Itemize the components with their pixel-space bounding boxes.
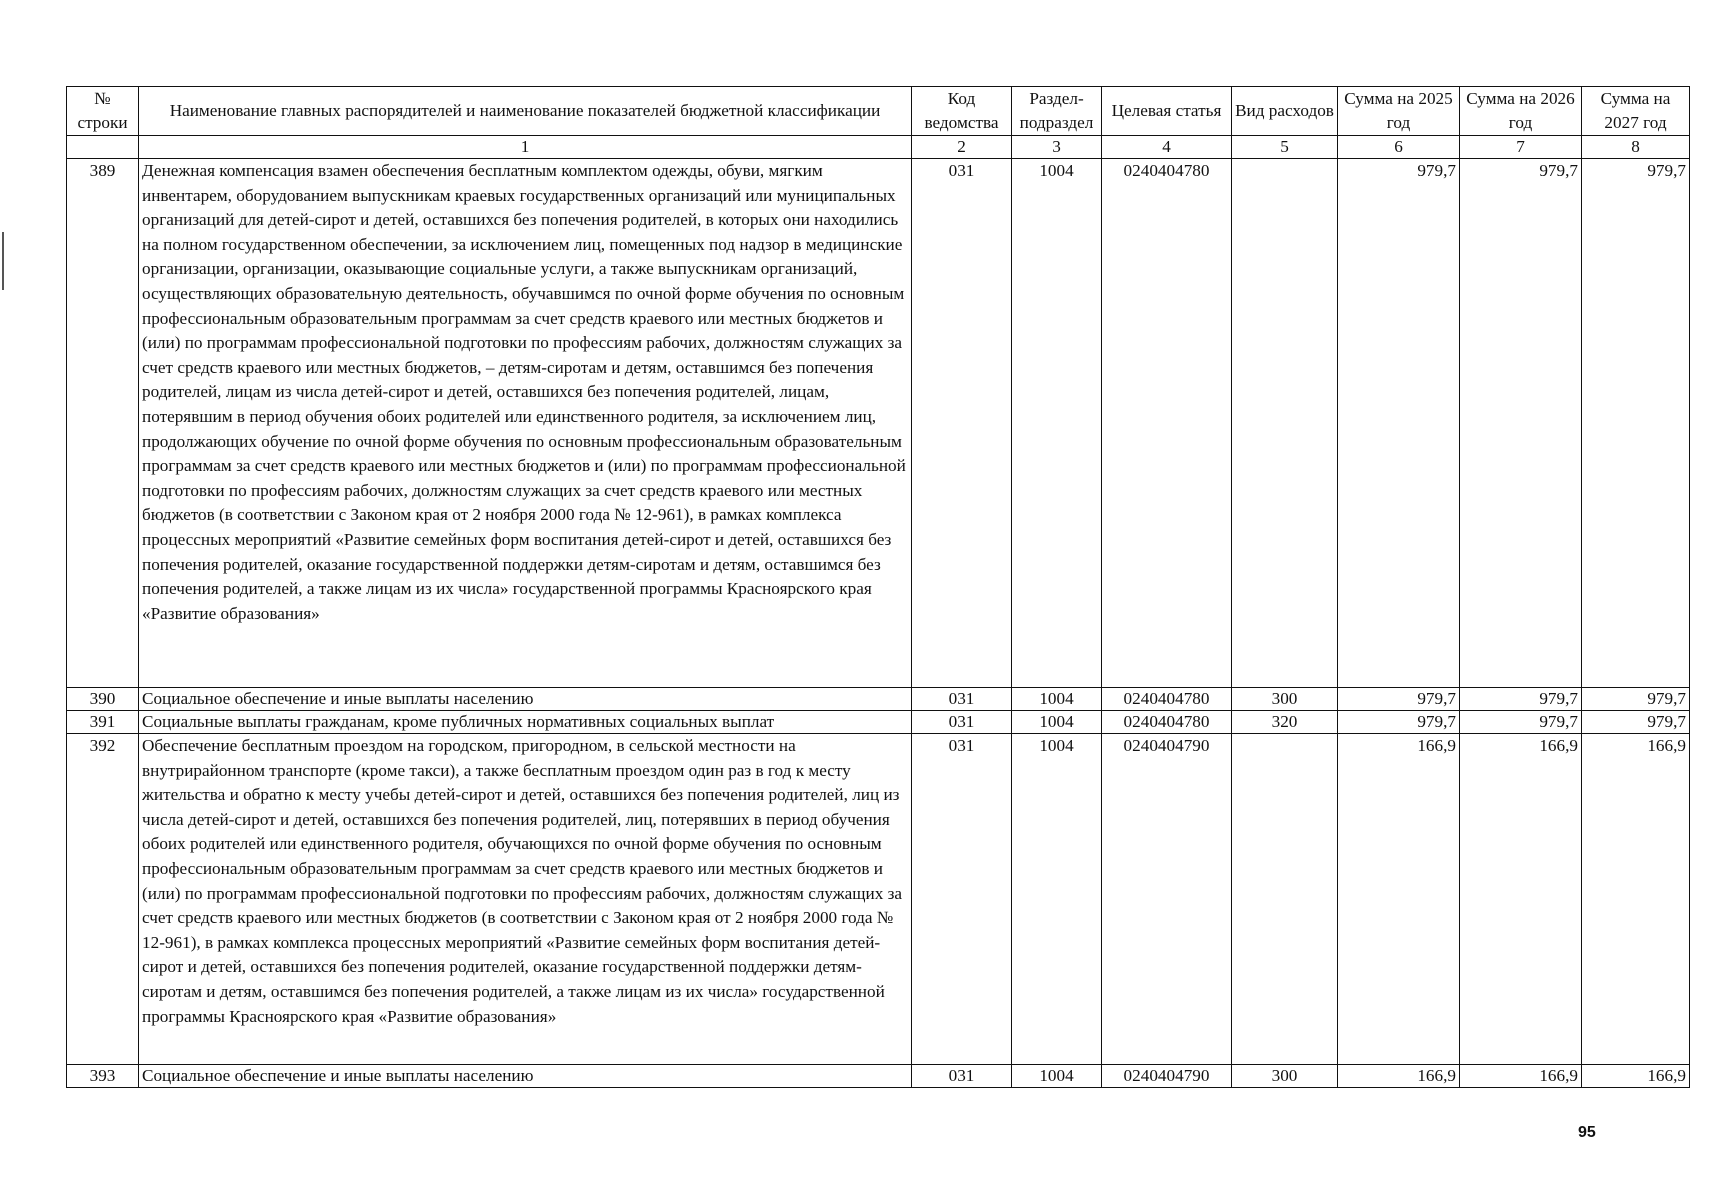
row-dept-code: 031 [912, 711, 1012, 734]
table-row [67, 734, 1690, 1065]
row-dept-code: 031 [912, 1065, 1012, 1088]
row-target: 0240404780 [1102, 159, 1232, 688]
row-sum-2027: 166,9 [1582, 1065, 1690, 1088]
header-section: Раздел-подраздел [1012, 87, 1102, 136]
row-sum-2027: 979,7 [1582, 711, 1690, 734]
row-sum-2025: 979,7 [1338, 688, 1460, 711]
header-expense-type: Вид расходов [1232, 87, 1338, 136]
row-number: 391 [67, 711, 139, 734]
row-sum-2026: 979,7 [1460, 688, 1582, 711]
row-sum-2027: 979,7 [1582, 159, 1690, 688]
row-number: 392 [67, 734, 139, 1065]
table-row [67, 711, 1690, 734]
row-sum-2026: 166,9 [1460, 1065, 1582, 1088]
row-name: Обеспечение бесплатным проездом на городском, пригородном, в сельской местности на внутрирайонном транспорте (кроме такси), а также бесплатным проездом один раз в год к месту жительства и обратно к месту учебы детей-сирот и детей, оставшихся без попечения родителей, лиц из числа детей-сирот и детей, оставшихся без попечения родителей, лиц, потерявших в период обучения обоих родителей или единственного родителя, обучающихся по очной форме обучения по основным профессиональным образовательным программам за счет средств краевого или местных бюджетов и (или) по программам профессиональной подготовки по профессиям рабочих, должностям служащих за счет средств краевого или местных бюджетов (в соответствии с Законом края от 2 ноября 2000 года № 12-961), в рамках комплекса процессных мероприятий «Развитие семейных форм воспитания детей-сирот и детей, оставшихся без попечения родителей, оказание государственной поддержки детям-сиротам и детям, оставшимся без попечения родителей, а также лицам из их числа» государственной программы Красноярского края «Развитие образования» [139, 734, 912, 1065]
column-number: 3 [1012, 136, 1102, 159]
row-section: 1004 [1012, 734, 1102, 1065]
header-row-no: № строки [67, 87, 139, 136]
row-sum-2026: 166,9 [1460, 734, 1582, 1065]
budget-table [66, 86, 1690, 1088]
header-dept-code: Код ведомства [912, 87, 1012, 136]
row-number: 390 [67, 688, 139, 711]
header-target: Целевая статья [1102, 87, 1232, 136]
column-number: 5 [1232, 136, 1338, 159]
table-row [67, 1065, 1690, 1088]
row-sum-2026: 979,7 [1460, 159, 1582, 688]
row-target: 0240404780 [1102, 688, 1232, 711]
row-target: 0240404790 [1102, 734, 1232, 1065]
row-section: 1004 [1012, 711, 1102, 734]
column-number: 6 [1338, 136, 1460, 159]
column-number-row [67, 136, 1690, 159]
row-number: 393 [67, 1065, 139, 1088]
header-sum-2025: Сумма на 2025 год [1338, 87, 1460, 136]
column-number: 1 [139, 136, 912, 159]
row-sum-2025: 979,7 [1338, 159, 1460, 688]
row-dept-code: 031 [912, 688, 1012, 711]
row-name: Социальное обеспечение и иные выплаты населению [139, 1065, 912, 1088]
header-name: Наименование главных распорядителей и наименование показателей бюджетной классификации [139, 87, 912, 136]
column-number: 4 [1102, 136, 1232, 159]
row-expense-type [1232, 734, 1338, 1065]
page-number: 95 [1578, 1124, 1596, 1141]
row-dept-code: 031 [912, 734, 1012, 1065]
row-target: 0240404790 [1102, 1065, 1232, 1088]
row-number: 389 [67, 159, 139, 688]
row-sum-2026: 979,7 [1460, 711, 1582, 734]
row-sum-2025: 166,9 [1338, 1065, 1460, 1088]
row-name: Денежная компенсация взамен обеспечения бесплатным комплектом одежды, обуви, мягким инвентарем, оборудованием выпускникам краевых государственных организаций или муниципальных организаций для детей-сирот и детей, оставшихся без попечения родителей, в которых они находились на полном государственном обеспечении, за исключением лиц, помещенных под надзор в медицинские организации, организации, оказывающие социальные услуги, а также выпускникам организаций, осуществляющих образовательную деятельность, обучавшимся по очной форме обучения по основным профессиональным образовательным программам за счет средств краевого или местных бюджетов и (или) по программам профессиональной подготовки по профессиям рабочих, должностям служащих за счет средств краевого или местных бюджетов, – детям-сиротам и детям, оставшимся без попечения родителей, лицам из числа детей-сирот и детей, оставшихся без попечения родителей, лицам, потерявшим в период обучения обоих родителей или единственного родителя, за исключением лиц, продолжающих обучение по очной форме обучения по основным профессиональным образовательным программам за счет средств краевого или местных бюджетов и (или) по программам профессиональной подготовки по профессиям рабочих, должностям служащих за счет средств краевого или местных бюджетов (в соответствии с Законом края от 2 ноября 2000 года № 12-961), в рамках комплекса процессных мероприятий «Развитие семейных форм воспитания детей-сирот и детей, оставшихся без попечения родителей, оказание государственной поддержки детям-сиротам и детям, оставшимся без попечения родителей, а также лицам из их числа» государственной программы Красноярского края «Развитие образования» [139, 159, 912, 688]
header-sum-2027: Сумма на 2027 год [1582, 87, 1690, 136]
column-number-blank [67, 136, 139, 159]
row-name: Социальные выплаты гражданам, кроме публичных нормативных социальных выплат [139, 711, 912, 734]
row-expense-type: 300 [1232, 688, 1338, 711]
row-sum-2025: 979,7 [1338, 711, 1460, 734]
row-expense-type: 320 [1232, 711, 1338, 734]
row-section: 1004 [1012, 1065, 1102, 1088]
row-expense-type: 300 [1232, 1065, 1338, 1088]
row-dept-code: 031 [912, 159, 1012, 688]
row-section: 1004 [1012, 159, 1102, 688]
header-row [67, 87, 1690, 136]
column-number: 8 [1582, 136, 1690, 159]
column-number: 7 [1460, 136, 1582, 159]
header-sum-2026: Сумма на 2026 год [1460, 87, 1582, 136]
column-number: 2 [912, 136, 1012, 159]
row-expense-type [1232, 159, 1338, 688]
scan-margin-mark [2, 232, 4, 290]
row-name: Социальное обеспечение и иные выплаты населению [139, 688, 912, 711]
row-sum-2027: 979,7 [1582, 688, 1690, 711]
row-target: 0240404780 [1102, 711, 1232, 734]
row-sum-2027: 166,9 [1582, 734, 1690, 1065]
table-row [67, 159, 1690, 688]
row-sum-2025: 166,9 [1338, 734, 1460, 1065]
table-row [67, 688, 1690, 711]
row-section: 1004 [1012, 688, 1102, 711]
